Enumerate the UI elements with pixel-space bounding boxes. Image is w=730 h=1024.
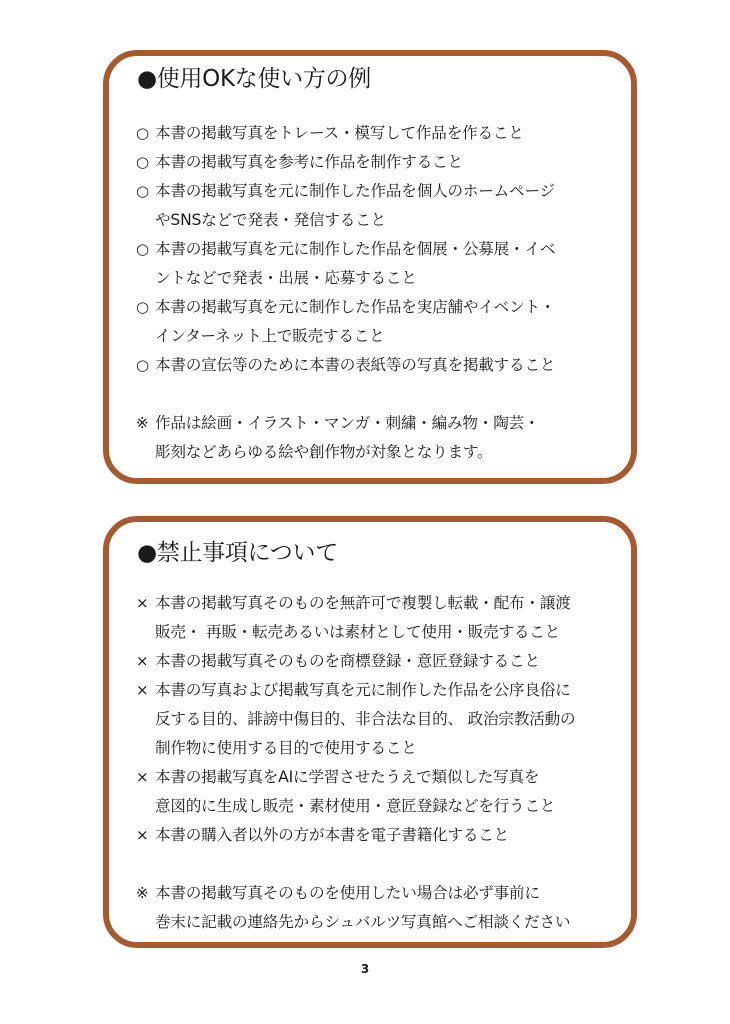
list-item: × 本書の掲載写真そのものを商標登録・意匠登録すること: [136, 647, 623, 676]
prohibited-list: [136, 589, 623, 937]
cross-mark-icon: ×: [136, 768, 149, 786]
circle-mark-icon: ○: [136, 298, 149, 316]
circle-mark-icon: ○: [136, 356, 149, 374]
prohibited-note: ※ 本書の掲載写真そのものを使用したい場合は必ず事前に 巻末に記載の連絡先からシュバルツ写真館へご相談ください: [136, 879, 623, 937]
ok-usage-title: ●使用OKな使い方の例: [137, 66, 371, 92]
cross-mark-icon: ×: [136, 826, 149, 844]
ok-usage-box: [103, 50, 637, 484]
list-item: ○ 本書の掲載写真をトレース・模写して作品を作ること: [136, 119, 623, 148]
list-item: ○ 本書の掲載写真を参考に作品を制作すること: [136, 148, 623, 177]
list-item: × 本書の写真および掲載写真を元に制作した作品を公序良俗に 反する目的、誹謗中傷目的、非合法な目的、 政治宗教活動の 制作物に使用する目的で使用すること: [136, 676, 623, 763]
reference-mark-icon: ※: [136, 884, 149, 902]
circle-mark-icon: ○: [136, 124, 149, 142]
cross-mark-icon: ×: [136, 681, 149, 699]
spacer: [136, 850, 623, 879]
page-number: 3: [360, 962, 370, 976]
list-item: × 本書の掲載写真そのものを無許可で複製し転載・配布・譲渡 販売・ 再販・転売あるいは素材として使用・販売すること: [136, 589, 623, 647]
list-item: ○ 本書の掲載写真を元に制作した作品を個展・公募展・イベ ントなどで発表・出展・応募すること: [136, 235, 623, 293]
circle-mark-icon: ○: [136, 240, 149, 258]
prohibited-title: ●禁止事項について: [137, 540, 338, 566]
list-item: ○ 本書の掲載写真を元に制作した作品を実店舗やイベント・ インターネット上で販売すること: [136, 293, 623, 351]
reference-mark-icon: ※: [136, 414, 149, 432]
list-item: ○ 本書の宣伝等のために本書の表紙等の写真を掲載すること: [136, 351, 623, 380]
circle-mark-icon: ○: [136, 182, 149, 200]
spacer: [136, 380, 623, 409]
cross-mark-icon: ×: [136, 652, 149, 670]
ok-usage-note: ※ 作品は絵画・イラスト・マンガ・刺繍・編み物・陶芸・ 彫刻などあらゆる絵や創作物が対象となります。: [136, 409, 623, 467]
prohibited-box: [103, 516, 637, 948]
circle-mark-icon: ○: [136, 153, 149, 171]
ok-usage-list: [136, 119, 623, 467]
cross-mark-icon: ×: [136, 594, 149, 612]
list-item: ○ 本書の掲載写真を元に制作した作品を個人のホームページ やSNSなどで発表・発信すること: [136, 177, 623, 235]
list-item: × 本書の購入者以外の方が本書を電子書籍化すること: [136, 821, 623, 850]
list-item: × 本書の掲載写真をAIに学習させたうえで類似した写真を 意図的に生成し販売・素材使用・意匠登録などを行うこと: [136, 763, 623, 821]
